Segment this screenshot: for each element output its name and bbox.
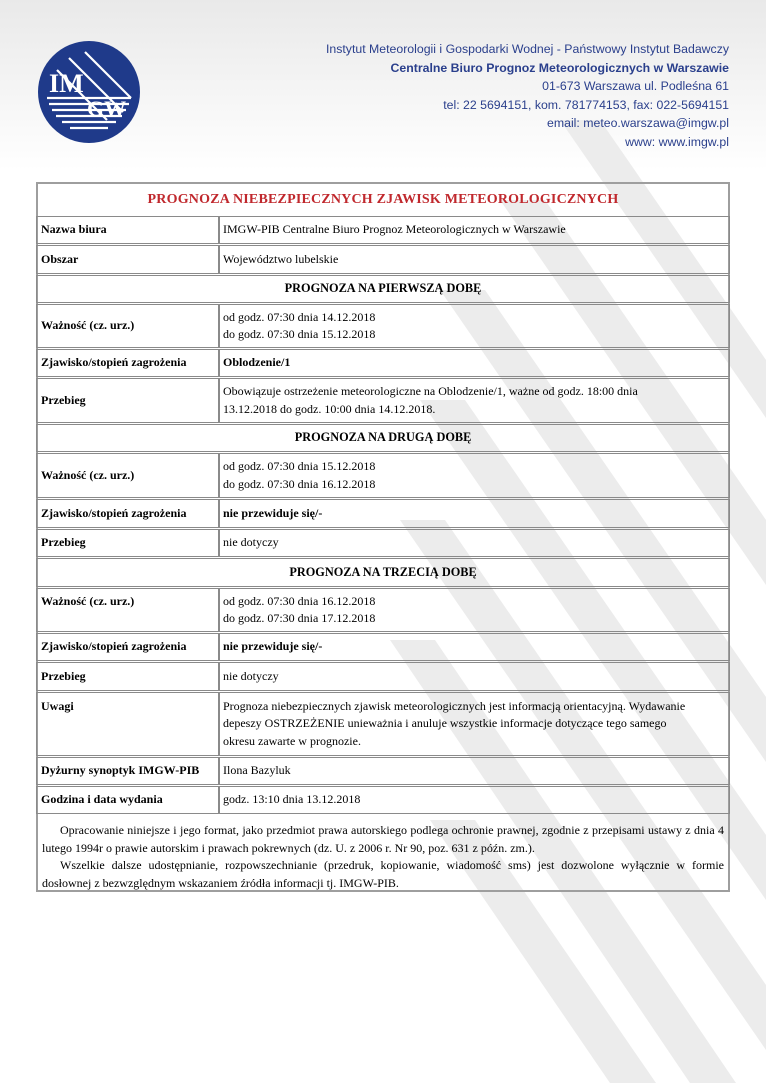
day3-course-value: nie dotyczy — [218, 662, 730, 691]
area-value: Województwo lubelskie — [218, 245, 730, 274]
notes-line1: Prognoza niebezpiecznych zjawisk meteorologicznych jest informacją orientacyjną. Wydawanie — [223, 698, 686, 713]
day2-validity-value — [218, 453, 730, 498]
day3-validity-value — [218, 588, 730, 632]
day3-validity-from: od godz. 07:30 dnia 16.12.2018 — [223, 593, 376, 608]
day1-validity-to: do godz. 07:30 dnia 15.12.2018 — [223, 327, 376, 341]
day1-validity-from: od godz. 07:30 dnia 14.12.2018 — [223, 309, 376, 324]
day2-course-value: nie dotyczy — [218, 529, 730, 557]
logo-text-bottom: GW — [87, 96, 127, 121]
institute-name: Instytut Meteorologii i Gospodarki Wodnej - Państwowy Instytut Badawczy — [325, 42, 729, 56]
email[interactable]: email: meteo.warszawa@imgw.pl — [547, 116, 729, 130]
day2-validity-from: od godz. 07:30 dnia 15.12.2018 — [223, 459, 376, 473]
day1-course-label: Przebieg — [36, 378, 220, 423]
day1-phenomenon-label: Zjawisko/stopień zagrożenia — [36, 349, 220, 377]
area-label: Obszar — [36, 245, 220, 274]
website[interactable]: www: www.imgw.pl — [625, 134, 729, 149]
day1-validity-value — [218, 304, 730, 348]
forecaster-value: Ilona Bazyluk — [218, 757, 730, 785]
issued-label: Godzina i data wydania — [36, 786, 220, 814]
notes-value — [218, 692, 730, 756]
day3-phenomenon-label: Zjawisko/stopień zagrożenia — [36, 633, 220, 661]
day3-course-label: Przebieg — [36, 662, 220, 691]
day1-course-value — [218, 378, 730, 423]
day2-heading: PROGNOZA NA DRUGĄ DOBĘ — [36, 424, 730, 452]
day2-course-label: Przebieg — [36, 529, 220, 557]
day2-phenomenon-label: Zjawisko/stopień zagrożenia — [36, 499, 220, 528]
office-value: IMGW-PIB Centralne Biuro Prognoz Meteorologicznych w Warszawie — [218, 216, 730, 244]
day1-course-line2: 13.12.2018 do godz. 10:00 dnia 14.12.2018. — [223, 401, 436, 416]
copyright-paragraph-2: Wszelkie dalsze udostępnianie, rozpowszechnianie (przedruk, kopiowanie, wiadomość sms) jest dozwolone wyłącznie w formie dosłownej z bezwzględnym wskazaniem źródła informacji tj. IMGW-PIB. — [42, 858, 724, 890]
notes-line3: okresu zawarte w prognozie. — [223, 733, 361, 748]
notes-label: Uwagi — [36, 692, 220, 756]
address: 01-673 Warszawa ul. Podleśna 61 — [542, 79, 729, 93]
issued-value: godz. 13:10 dnia 13.12.2018 — [218, 786, 730, 814]
document-title: PROGNOZA NIEBEZPIECZNYCH ZJAWISK METEOROLOGICZNYCH — [147, 192, 619, 208]
day1-validity-label: Ważność (cz. urz.) — [36, 304, 220, 348]
forecaster-label: Dyżurny synoptyk IMGW-PIB — [36, 757, 220, 785]
bureau-name: Centralne Biuro Prognoz Meteorologicznych w Warszawie — [390, 60, 729, 75]
day3-validity-label: Ważność (cz. urz.) — [36, 588, 220, 632]
notes-line2: depeszy OSTRZEŻENIE unieważnia i anuluje wszystkie informacje dotyczące tego samego — [223, 716, 667, 731]
document-title-cell — [40, 186, 726, 214]
copyright-paragraph-1: Opracowanie niniejsze i jego format, jako przedmiot prawa autorskiego podlega ochronie prawnej, zgodnie z przepisami ustawy z dnia 4 lutego 1994r o prawie autorskim i prawach pokrewnych (dz. U. z 2006 r. Nr 90, poz. 631 z późn. zm.). — [42, 823, 724, 855]
day2-validity-to: do godz. 07:30 dnia 16.12.2018 — [223, 476, 376, 491]
day1-course-line1: Obowiązuje ostrzeżenie meteorologiczne na Oblodzenie/1, ważne od godz. 18:00 dnia — [223, 384, 638, 398]
day3-validity-to: do godz. 07:30 dnia 17.12.2018 — [223, 611, 376, 625]
copyright-note — [36, 822, 730, 892]
day1-phenomenon-value: Oblodzenie/1 — [218, 349, 730, 377]
office-label: Nazwa biura — [36, 216, 220, 244]
day1-heading: PROGNOZA NA PIERWSZĄ DOBĘ — [36, 275, 730, 303]
day3-heading: PROGNOZA NA TRZECIĄ DOBĘ — [36, 558, 730, 587]
logo-text-top: IM — [49, 69, 84, 98]
day2-validity-label: Ważność (cz. urz.) — [36, 453, 220, 498]
day3-phenomenon-value: nie przewiduje się/- — [218, 633, 730, 661]
phone: tel: 22 5694151, kom. 781774153, fax: 022-5694151 — [443, 97, 729, 112]
day2-phenomenon-value: nie przewiduje się/- — [218, 499, 730, 528]
